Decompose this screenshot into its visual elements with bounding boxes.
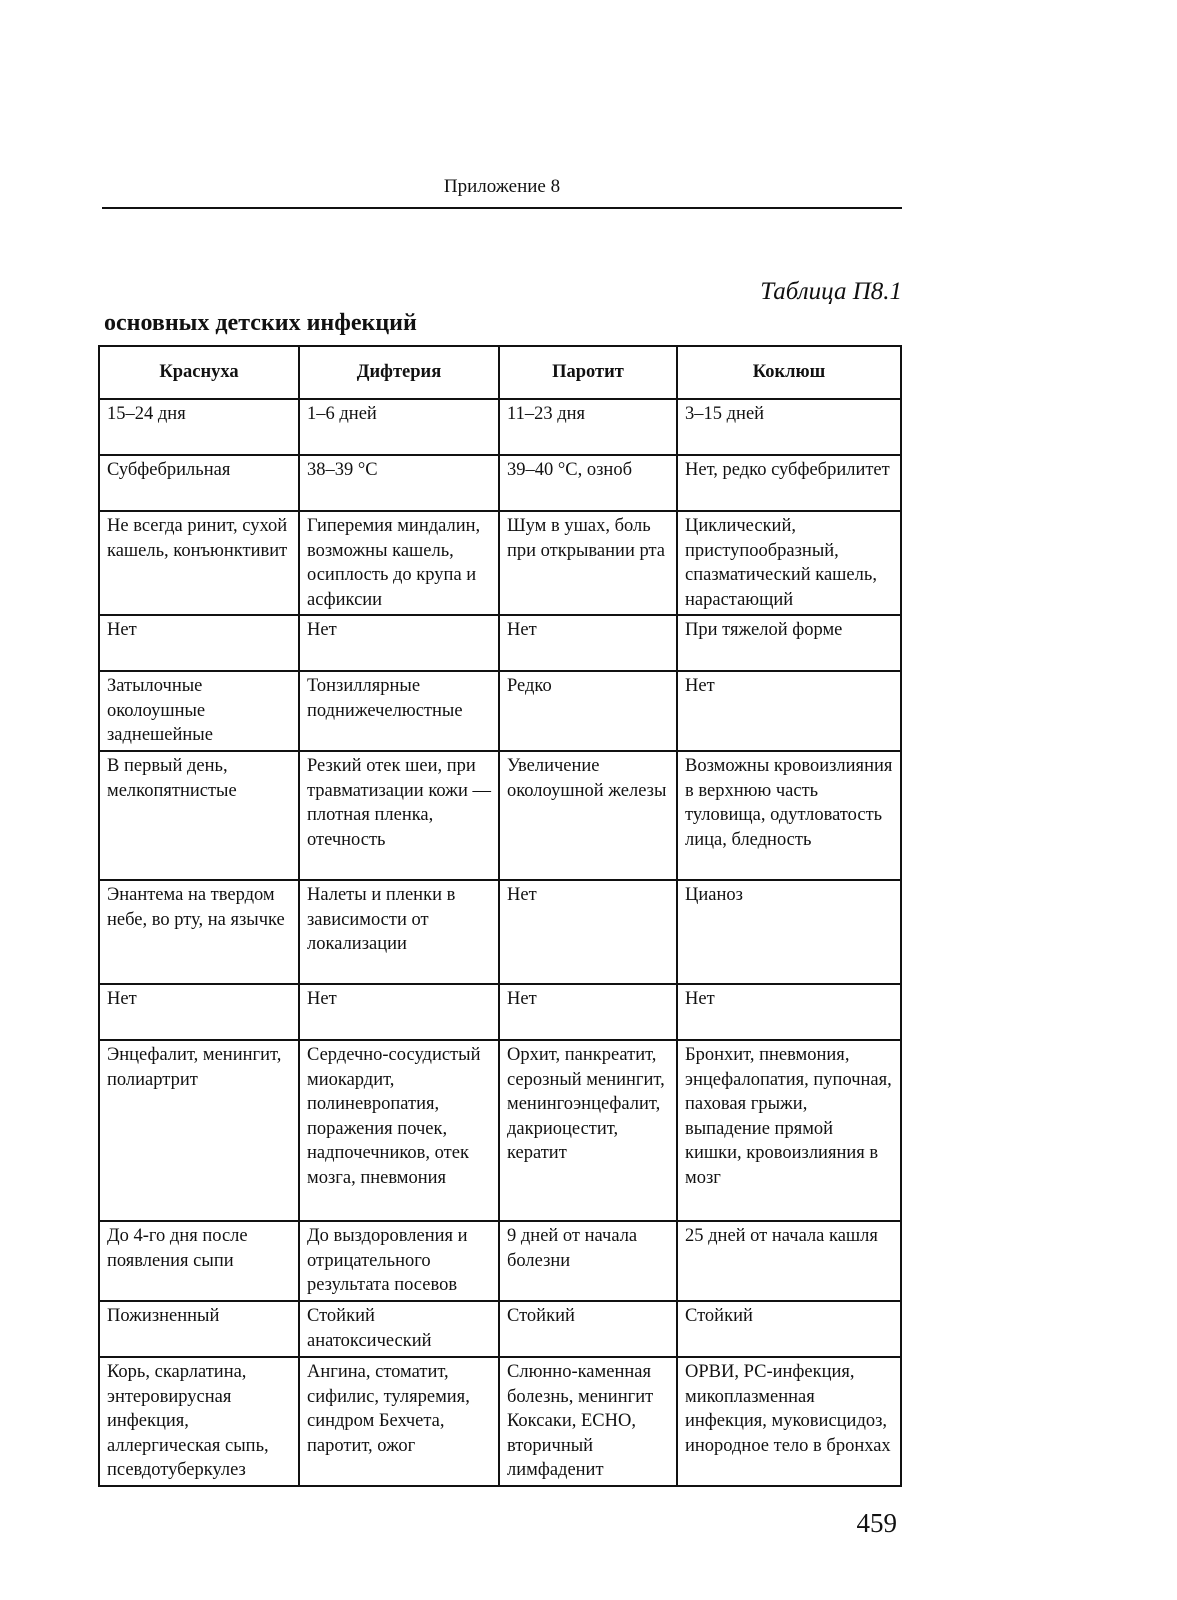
column-header: Паротит	[499, 346, 677, 399]
table-row	[99, 399, 901, 455]
table-cell: Гиперемия миндалин, возможны кашель, осиплость до крупа и асфиксии	[299, 511, 499, 615]
table-cell: 15–24 дня	[99, 399, 299, 455]
table-cell: 39–40 °С, озноб	[499, 455, 677, 511]
table-cell: Стойкий	[499, 1301, 677, 1357]
table-cell: Нет	[677, 671, 901, 751]
table-cell: Увеличение околоушной железы	[499, 751, 677, 880]
table-cell: Циклический, приступообразный, спазматический кашель, нарастающий	[677, 511, 901, 615]
table-cell: Тонзиллярные поднижечелюстные	[299, 671, 499, 751]
table-cell: Нет	[499, 880, 677, 984]
table-cell: Налеты и пленки в зависимости от локализации	[299, 880, 499, 984]
table-cell: Нет	[99, 615, 299, 671]
table-row	[99, 1301, 901, 1357]
page-number: 459	[856, 1508, 897, 1538]
table-cell: Бронхит, пневмония, энцефалопатия, пупочная, паховая грыжи, выпадение прямой кишки, кровоизлияния в мозг	[677, 1040, 901, 1221]
header-row	[99, 346, 901, 399]
table-cell: Редко	[499, 671, 677, 751]
infections-table	[98, 345, 902, 1487]
table-cell: 11–23 дня	[499, 399, 677, 455]
table-cell: Пожизненный	[99, 1301, 299, 1357]
running-header: Приложение 8	[443, 176, 561, 197]
table-row	[99, 455, 901, 511]
table-row	[99, 1040, 901, 1221]
table-row	[99, 615, 901, 671]
table-cell: 1–6 дней	[299, 399, 499, 455]
table-row	[99, 880, 901, 984]
table-title: основных детских инфекций	[104, 310, 417, 336]
table-row	[99, 671, 901, 751]
table-cell: Возможны кровоизлияния в верхнюю часть туловища, одутловатость лица, бледность	[677, 751, 901, 880]
table-cell: Слюнно-каменная болезнь, менингит Коксаки, ЕСНО, вторичный лимфаденит	[499, 1357, 677, 1486]
column-header: Дифтерия	[299, 346, 499, 399]
table-row	[99, 751, 901, 880]
table-cell: В первый день, мелкопятнистые	[99, 751, 299, 880]
table-row	[99, 511, 901, 615]
table-cell: 3–15 дней	[677, 399, 901, 455]
table-cell: Субфебрильная	[99, 455, 299, 511]
table-row	[99, 1221, 901, 1301]
table-cell: Нет	[299, 615, 499, 671]
column-header: Краснуха	[99, 346, 299, 399]
column-header: Коклюш	[677, 346, 901, 399]
table-cell: Нет	[99, 984, 299, 1040]
table-cell: Стойкий	[677, 1301, 901, 1357]
table-cell: Затылочные околоушные заднешейные	[99, 671, 299, 751]
table-cell: Нет	[499, 984, 677, 1040]
table-cell: До выздоровления и отрицательного результата посевов	[299, 1221, 499, 1301]
table-cell: При тяжелой форме	[677, 615, 901, 671]
table-cell: Не всегда ринит, сухой кашель, конъюнктивит	[99, 511, 299, 615]
table-cell: Энантема на твердом небе, во рту, на язычке	[99, 880, 299, 984]
table-cell: 38–39 °С	[299, 455, 499, 511]
table-cell: 9 дней от начала болезни	[499, 1221, 677, 1301]
table-cell: Орхит, панкреатит, серозный менингит, менингоэнцефалит, дакриоцестит, кератит	[499, 1040, 677, 1221]
table-cell: Резкий отек шеи, при травматизации кожи — плотная пленка, отечность	[299, 751, 499, 880]
table-cell: Стойкий анатоксический	[299, 1301, 499, 1357]
table-cell: До 4-го дня после появления сыпи	[99, 1221, 299, 1301]
table-cell: Шум в ушах, боль при открывании рта	[499, 511, 677, 615]
table-row	[99, 984, 901, 1040]
header-rule	[102, 207, 902, 209]
table-cell: Энцефалит, менингит, полиартрит	[99, 1040, 299, 1221]
table-cell: ОРВИ, РС-инфекция, микоплазменная инфекция, муковисцидоз, инородное тело в бронхах	[677, 1357, 901, 1486]
table-cell: Нет	[677, 984, 901, 1040]
table-cell: Нет	[299, 984, 499, 1040]
table-cell: Цианоз	[677, 880, 901, 984]
table-cell: Ангина, стоматит, сифилис, туляремия, синдром Бехчета, паротит, ожог	[299, 1357, 499, 1486]
table-label: Таблица П8.1	[760, 278, 902, 305]
table-row	[99, 1357, 901, 1486]
table-cell: Нет	[499, 615, 677, 671]
table-cell: Сердечно-сосудистый миокардит, полиневропатия, поражения почек, надпочечников, отек мозга, пневмония	[299, 1040, 499, 1221]
table-cell: 25 дней от начала кашля	[677, 1221, 901, 1301]
table-cell: Корь, скарлатина, энтеровирусная инфекция, аллергическая сыпь, псевдотуберкулез	[99, 1357, 299, 1486]
table-cell: Нет, редко субфебрилитет	[677, 455, 901, 511]
